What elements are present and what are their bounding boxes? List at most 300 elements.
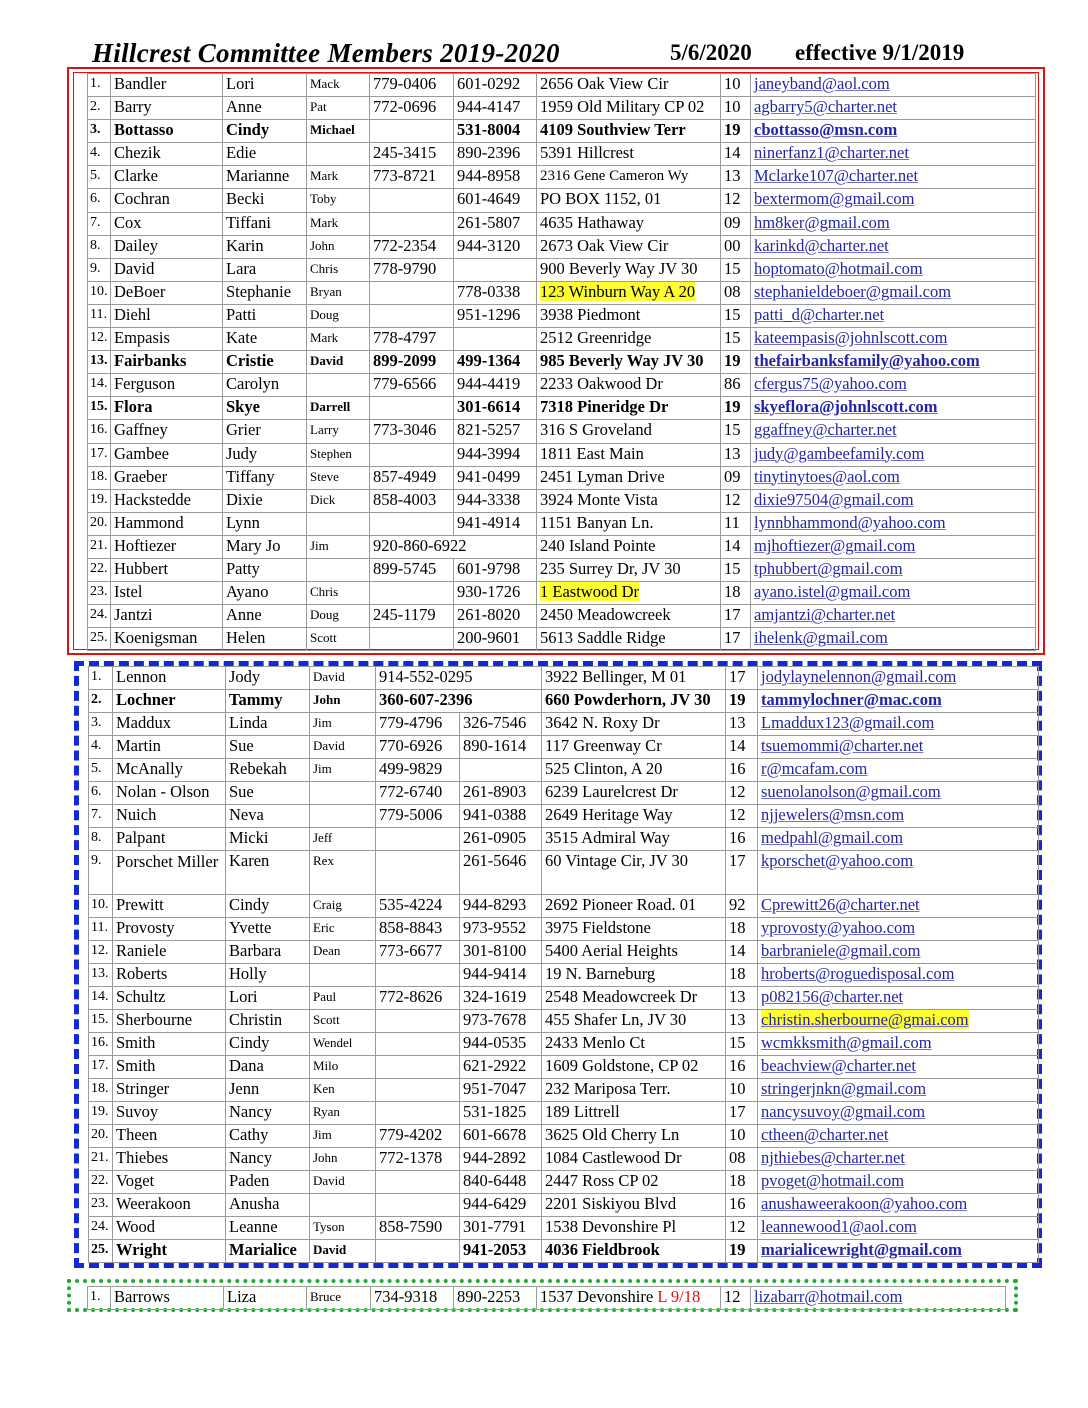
year-code-cell: 10 <box>721 74 751 97</box>
address-cell <box>542 667 726 690</box>
phone-primary-cell: 858-8843 <box>376 918 460 941</box>
first-name-cell: Anusha <box>226 1194 310 1217</box>
last-name-cell: Dailey <box>111 235 223 258</box>
first-name-cell: Patty <box>223 558 307 581</box>
row-number: 24. <box>88 605 111 628</box>
email-link[interactable]: barbraniele@gmail.com <box>761 941 921 960</box>
row-number: 2. <box>88 97 111 120</box>
email-link[interactable]: agbarry5@charter.net <box>754 97 897 117</box>
address-cell <box>537 351 721 374</box>
spouse-name-cell: Mark <box>307 166 370 189</box>
year-code-cell: 11 <box>721 512 751 535</box>
phone-primary-cell <box>376 828 460 851</box>
spouse-name-cell: John <box>310 1148 376 1171</box>
address-text: 6239 Laurelcrest Dr <box>545 782 678 801</box>
email-link[interactable]: cfergus75@yahoo.com <box>754 374 907 394</box>
row-number: 22. <box>89 1171 113 1194</box>
email-cell <box>758 1079 1039 1102</box>
email-cell <box>758 805 1039 828</box>
email-cell <box>751 212 1036 235</box>
table-row <box>89 1102 1039 1125</box>
email-link[interactable]: ctheen@charter.net <box>761 1125 889 1144</box>
email-link[interactable]: amjantzi@charter.net <box>754 605 896 625</box>
phone-secondary-cell: 944-4419 <box>454 374 537 397</box>
address-text: 2548 Meadowcreek Dr <box>545 987 698 1006</box>
email-link[interactable]: cbottasso@msn.com <box>754 120 898 140</box>
first-name-cell: Rebekah <box>226 759 310 782</box>
spouse-name-cell: David <box>310 736 376 759</box>
phone-secondary-cell: 944-3120 <box>454 235 537 258</box>
year-code-cell: 14 <box>726 736 758 759</box>
year-code-cell: 15 <box>721 304 751 327</box>
last-name-cell: Lennon <box>113 667 226 690</box>
email-link[interactable]: p082156@charter.net <box>761 987 904 1006</box>
phone-secondary-cell: 944-8293 <box>460 895 542 918</box>
email-link[interactable]: Lmaddux123@gmail.com <box>761 713 935 732</box>
email-link[interactable]: marialicewright@gmail.com <box>761 1240 962 1259</box>
first-name-cell: Holly <box>226 964 310 987</box>
last-name-cell: Hubbert <box>111 558 223 581</box>
table-row <box>89 918 1039 941</box>
last-name-cell: Bottasso <box>111 120 223 143</box>
spouse-name-cell: David <box>310 667 376 690</box>
row-number: 21. <box>89 1148 113 1171</box>
address-text: 2692 Pioneer Road. 01 <box>545 895 697 914</box>
email-cell <box>751 304 1036 327</box>
email-link[interactable]: karinkd@charter.net <box>754 235 889 255</box>
year-code-cell: 12 <box>726 805 758 828</box>
phone-secondary-cell: 601-4649 <box>454 189 537 212</box>
row-number: 18. <box>88 466 111 489</box>
phone-primary-cell: 734-9318 <box>371 1287 454 1310</box>
address-cell <box>542 782 726 805</box>
row-number: 10. <box>89 895 113 918</box>
row-number: 11. <box>88 304 111 327</box>
email-cell <box>758 1102 1039 1125</box>
address-text: 19 N. Barneburg <box>545 964 656 983</box>
address-text: 316 S Groveland <box>540 420 652 440</box>
email-link[interactable]: ayano.istel@gmail.com <box>754 582 911 602</box>
address-text: 3515 Admiral Way <box>545 828 670 847</box>
email-link[interactable]: janeyband@aol.com <box>754 74 890 93</box>
row-number: 8. <box>89 828 113 851</box>
year-code-cell: 10 <box>721 97 751 120</box>
spouse-name-cell: Stephen <box>307 443 370 466</box>
spouse-name-cell <box>307 512 370 535</box>
table-row <box>89 1010 1039 1033</box>
email-link[interactable]: tinytinytoes@aol.com <box>754 466 900 486</box>
year-code-cell: 12 <box>726 782 758 805</box>
address-cell <box>542 851 726 895</box>
table-row <box>89 805 1039 828</box>
address-cell <box>542 736 726 759</box>
spouse-name-cell <box>310 1194 376 1217</box>
email-link[interactable]: lynnbhammond@yahoo.com <box>754 512 946 532</box>
first-name-cell: Tiffani <box>223 212 307 235</box>
address-text: 117 Greenway Cr <box>545 736 662 755</box>
email-cell <box>751 397 1036 420</box>
row-number: 3. <box>89 713 113 736</box>
email-link[interactable]: nancysuvoy@gmail.com <box>761 1102 926 1121</box>
spouse-name-cell: Dick <box>307 489 370 512</box>
first-name-cell: Stephanie <box>223 281 307 304</box>
address-cell <box>542 1079 726 1102</box>
address-cell <box>537 489 721 512</box>
row-number: 2. <box>89 690 113 713</box>
spouse-name-cell: Michael <box>307 120 370 143</box>
table-row <box>89 782 1039 805</box>
email-link[interactable]: tsuemommi@charter.net <box>761 736 924 755</box>
phone-secondary-cell: 890-1614 <box>460 736 542 759</box>
year-code-cell: 19 <box>721 397 751 420</box>
year-code-cell: 18 <box>726 964 758 987</box>
first-name-cell: Christin <box>226 1010 310 1033</box>
phone-secondary-cell: 944-3994 <box>454 443 537 466</box>
row-number: 7. <box>89 805 113 828</box>
address-cell <box>537 143 721 166</box>
email-link[interactable]: tammylochner@mac.com <box>761 690 942 709</box>
first-name-cell: Nancy <box>226 1148 310 1171</box>
email-link[interactable]: yprovosty@yahoo.com <box>761 918 916 937</box>
year-code-cell: 12 <box>721 189 751 212</box>
row-number: 4. <box>88 143 111 166</box>
phone-secondary-cell: 778-0338 <box>454 281 537 304</box>
phone-secondary-cell <box>454 258 537 281</box>
year-code-cell: 08 <box>726 1148 758 1171</box>
address-cell <box>542 964 726 987</box>
email-link[interactable]: Mclarke107@charter.net <box>754 166 919 186</box>
phone-secondary-cell: 261-8020 <box>454 605 537 628</box>
address-cell <box>542 828 726 851</box>
email-link[interactable]: ihelenk@gmail.com <box>754 628 888 648</box>
first-name-cell: Edie <box>223 143 307 166</box>
table-row <box>88 328 1036 351</box>
email-link[interactable]: suenolanolson@gmail.com <box>761 782 941 801</box>
table-row <box>89 987 1039 1010</box>
last-name-cell: Provosty <box>113 918 226 941</box>
email-cell <box>758 1194 1039 1217</box>
spouse-name-cell: Paul <box>310 987 376 1010</box>
first-name-cell: Karen <box>226 851 310 895</box>
table-row <box>89 667 1039 690</box>
email-link[interactable]: patti_d@charter.net <box>754 304 885 324</box>
first-name-cell: Tiffany <box>223 466 307 489</box>
phone-secondary-cell: 324-1619 <box>460 987 542 1010</box>
email-cell <box>758 713 1039 736</box>
table-row <box>89 1079 1039 1102</box>
table-row <box>89 895 1039 918</box>
phone-secondary-cell: 531-8004 <box>454 120 537 143</box>
email-link[interactable]: mjhoftiezer@gmail.com <box>754 535 916 555</box>
table-row <box>88 374 1036 397</box>
address-cell <box>542 1240 726 1263</box>
address-cell <box>537 374 721 397</box>
phone-primary-cell <box>376 964 460 987</box>
address-text: 235 Surrey Dr, JV 30 <box>540 558 681 578</box>
email-link[interactable]: anushaweerakoon@yahoo.com <box>761 1194 968 1213</box>
table-row <box>88 212 1036 235</box>
spouse-name-cell: Scott <box>307 628 370 651</box>
members-table-group-1 <box>87 73 1036 651</box>
phone-primary-cell <box>376 851 460 895</box>
phone-primary-cell <box>376 1240 460 1263</box>
phone-secondary-cell: 973-7678 <box>460 1010 542 1033</box>
phone-primary-cell <box>376 1033 460 1056</box>
phone-secondary-cell: 951-1296 <box>454 304 537 327</box>
address-text: 5400 Aerial Heights <box>545 941 678 960</box>
email-link[interactable]: kporschet@yahoo.com <box>761 851 914 870</box>
year-code-cell: 15 <box>721 258 751 281</box>
email-link[interactable]: ggaffney@charter.net <box>754 420 897 440</box>
table-row <box>88 605 1036 628</box>
email-cell <box>751 328 1036 351</box>
email-cell <box>751 166 1036 189</box>
year-code-cell: 17 <box>726 1102 758 1125</box>
spouse-name-cell: Steve <box>307 466 370 489</box>
phone-primary-cell: 770-6926 <box>376 736 460 759</box>
email-cell <box>751 443 1036 466</box>
email-cell <box>758 1056 1039 1079</box>
spouse-name-cell <box>307 143 370 166</box>
email-link[interactable]: jodylaynelennon@gmail.com <box>761 667 957 686</box>
year-code-cell: 15 <box>721 558 751 581</box>
last-name-cell: Nolan - Olson <box>113 782 226 805</box>
spouse-name-cell: Ryan <box>310 1102 376 1125</box>
year-code-cell: 19 <box>726 690 758 713</box>
row-number: 13. <box>88 351 111 374</box>
first-name-cell: Anne <box>223 97 307 120</box>
spouse-name-cell: David <box>310 1171 376 1194</box>
address-text: 3922 Bellinger, M 01 <box>545 667 687 686</box>
phone-primary-cell: 779-5006 <box>376 805 460 828</box>
last-name-cell: Chezik <box>111 143 223 166</box>
spouse-name-cell: Larry <box>307 420 370 443</box>
email-cell <box>751 74 1036 97</box>
phone-primary-cell <box>370 281 454 304</box>
email-cell <box>751 466 1036 489</box>
table-row <box>88 74 1036 97</box>
phone-secondary-cell: 601-6678 <box>460 1125 542 1148</box>
row-number: 24. <box>89 1217 113 1240</box>
first-name-cell: Linda <box>226 713 310 736</box>
address-cell <box>542 1217 726 1240</box>
email-link[interactable]: wcmkksmith@gmail.com <box>761 1033 932 1052</box>
address-text: 985 Beverly Way JV 30 <box>540 351 704 371</box>
email-link[interactable]: r@mcafam.com <box>761 759 868 778</box>
email-link[interactable]: njjewelers@msn.com <box>761 805 905 824</box>
table-row <box>88 582 1036 605</box>
address-text: 4036 Fieldbrook <box>545 1240 660 1259</box>
email-link[interactable]: skyeflora@johnlscott.com <box>754 397 938 417</box>
phone-secondary-cell: 944-8958 <box>454 166 537 189</box>
address-cell <box>537 628 721 651</box>
phone-secondary-cell: 601-9798 <box>454 558 537 581</box>
first-name-cell: Cindy <box>226 1033 310 1056</box>
year-code-cell: 13 <box>721 443 751 466</box>
address-text: 7318 Pineridge Dr <box>540 397 669 417</box>
table-row <box>89 1171 1039 1194</box>
spouse-name-cell: David <box>310 1240 376 1263</box>
phone-secondary-cell: 944-0535 <box>460 1033 542 1056</box>
row-number: 19. <box>89 1102 113 1125</box>
address-cell <box>537 582 721 605</box>
email-link[interactable]: hoptomato@hotmail.com <box>754 258 923 278</box>
email-cell <box>751 189 1036 212</box>
row-number: 13. <box>89 964 113 987</box>
row-number: 17. <box>89 1056 113 1079</box>
year-code-cell: 10 <box>726 1079 758 1102</box>
spouse-name-cell: Craig <box>310 895 376 918</box>
email-link[interactable]: judy@gambeefamily.com <box>754 443 925 463</box>
email-link[interactable]: leannewood1@aol.com <box>761 1217 917 1236</box>
first-name-cell: Leanne <box>226 1217 310 1240</box>
address-cell <box>537 189 721 212</box>
first-name-cell: Yvette <box>226 918 310 941</box>
year-code-cell: 16 <box>726 1056 758 1079</box>
last-name-cell: Smith <box>113 1056 226 1079</box>
first-name-cell: Skye <box>223 397 307 420</box>
last-name-cell: Diehl <box>111 304 223 327</box>
address-text: 1084 Castlewood Dr <box>545 1148 682 1167</box>
email-link[interactable]: beachview@charter.net <box>761 1056 916 1075</box>
spouse-name-cell: Scott <box>310 1010 376 1033</box>
email-link[interactable]: hm8ker@gmail.com <box>754 212 890 232</box>
email-link[interactable]: stephanieldeboer@gmail.com <box>754 281 952 301</box>
table-row <box>89 828 1039 851</box>
row-number: 15. <box>89 1010 113 1033</box>
email-link[interactable]: dixie97504@gmail.com <box>754 489 914 509</box>
year-code-cell: 16 <box>726 1194 758 1217</box>
first-name-cell: Anne <box>223 605 307 628</box>
phone-primary-cell <box>370 397 454 420</box>
address-text: 1959 Old Military CP 02 <box>540 97 705 117</box>
spouse-name-cell: Chris <box>307 582 370 605</box>
email-link[interactable]: hroberts@roguedisposal.com <box>761 964 955 983</box>
table-row <box>88 120 1036 143</box>
address-cell <box>537 97 721 120</box>
document-date: 5/6/2020 <box>670 40 752 65</box>
phone-secondary-cell: 301-7791 <box>460 1217 542 1240</box>
address-text: 1538 Devonshire Pl <box>545 1217 677 1236</box>
spouse-name-cell <box>310 782 376 805</box>
email-cell <box>758 895 1039 918</box>
address-cell <box>542 941 726 964</box>
email-cell <box>758 1240 1039 1263</box>
last-name-cell: Hoftiezer <box>111 535 223 558</box>
last-name-cell: Hammond <box>111 512 223 535</box>
last-name-cell: Palpant <box>113 828 226 851</box>
email-link[interactable]: thefairbanksfamily@yahoo.com <box>754 351 980 371</box>
year-code-cell: 15 <box>726 1033 758 1056</box>
row-number: 25. <box>89 1240 113 1263</box>
row-number: 16. <box>89 1033 113 1056</box>
year-code-cell: 13 <box>721 166 751 189</box>
spouse-name-cell: Jim <box>310 713 376 736</box>
phone-primary-cell: 778-4797 <box>370 328 454 351</box>
email-link[interactable]: bextermom@gmail.com <box>754 189 915 209</box>
email-link[interactable]: kateempasis@johnlscott.com <box>754 328 948 348</box>
address-cell <box>537 258 721 281</box>
email-cell <box>751 605 1036 628</box>
last-name-cell: Prewitt <box>113 895 226 918</box>
spouse-name-cell: Tyson <box>310 1217 376 1240</box>
phone-primary-cell: 772-1378 <box>376 1148 460 1171</box>
first-name-cell: Judy <box>223 443 307 466</box>
last-name-cell: Martin <box>113 736 226 759</box>
year-code-cell: 08 <box>721 281 751 304</box>
first-name-cell: Ayano <box>223 582 307 605</box>
last-name-cell: Clarke <box>111 166 223 189</box>
table-row <box>88 558 1036 581</box>
address-text: 1151 Banyan Ln. <box>540 512 654 532</box>
table-row <box>89 736 1039 759</box>
phone-primary-cell <box>370 304 454 327</box>
last-name-cell: Wright <box>113 1240 226 1263</box>
email-link[interactable]: pvoget@hotmail.com <box>761 1171 905 1190</box>
address-cell <box>537 558 721 581</box>
spouse-name-cell <box>307 558 370 581</box>
email-link[interactable]: ninerfanz1@charter.net <box>754 143 909 163</box>
address-text: 3642 N. Roxy Dr <box>545 713 660 732</box>
address-text: 2447 Ross CP 02 <box>545 1171 659 1190</box>
table-row <box>89 851 1039 895</box>
last-name-cell: Ferguson <box>111 374 223 397</box>
email-cell <box>758 964 1039 987</box>
address-text: 123 Winburn Way A 20 <box>540 281 696 301</box>
email-cell <box>751 558 1036 581</box>
last-name-cell: Gambee <box>111 443 223 466</box>
phone-primary-cell: 779-0406 <box>370 74 454 97</box>
email-link[interactable]: tphubbert@gmail.com <box>754 558 903 578</box>
email-cell <box>751 120 1036 143</box>
email-cell <box>758 1010 1039 1033</box>
spouse-name-cell: Darrell <box>307 397 370 420</box>
table-row <box>89 759 1039 782</box>
table-row <box>88 235 1036 258</box>
row-number: 18. <box>89 1079 113 1102</box>
phone-secondary-cell: 499-1364 <box>454 351 537 374</box>
row-number: 9. <box>89 851 113 895</box>
email-cell <box>758 1125 1039 1148</box>
address-text: 1 Eastwood Dr <box>540 582 639 602</box>
email-link[interactable]: lizabarr@hotmail.com <box>754 1287 903 1306</box>
email-link[interactable]: njthiebes@charter.net <box>761 1148 905 1167</box>
last-name-cell: Nuich <box>113 805 226 828</box>
email-cell <box>751 535 1036 558</box>
phone-primary-cell <box>376 1079 460 1102</box>
row-number: 23. <box>89 1194 113 1217</box>
last-name-cell: Wood <box>113 1217 226 1240</box>
email-cell <box>758 1148 1039 1171</box>
phone-cell: 914-552-0295 <box>376 667 542 690</box>
row-number: 5. <box>89 759 113 782</box>
phone-secondary-cell: 821-5257 <box>454 420 537 443</box>
year-code-cell: 92 <box>726 895 758 918</box>
last-name-cell: Istel <box>111 582 223 605</box>
first-name-cell: Cathy <box>226 1125 310 1148</box>
email-link[interactable]: stringerjnkn@gmail.com <box>761 1079 927 1098</box>
email-link[interactable]: medpahl@gmail.com <box>761 828 904 847</box>
phone-primary-cell: 773-6677 <box>376 941 460 964</box>
email-link[interactable]: Cprewitt26@charter.net <box>761 895 920 914</box>
table-row <box>89 1240 1039 1263</box>
first-name-cell: Tammy <box>226 690 310 713</box>
row-number: 1. <box>88 74 111 97</box>
phone-primary-cell: 858-4003 <box>370 489 454 512</box>
email-link[interactable]: christin.sherbourne@gmai.com <box>761 1010 969 1029</box>
table-row <box>88 143 1036 166</box>
address-cell <box>537 397 721 420</box>
